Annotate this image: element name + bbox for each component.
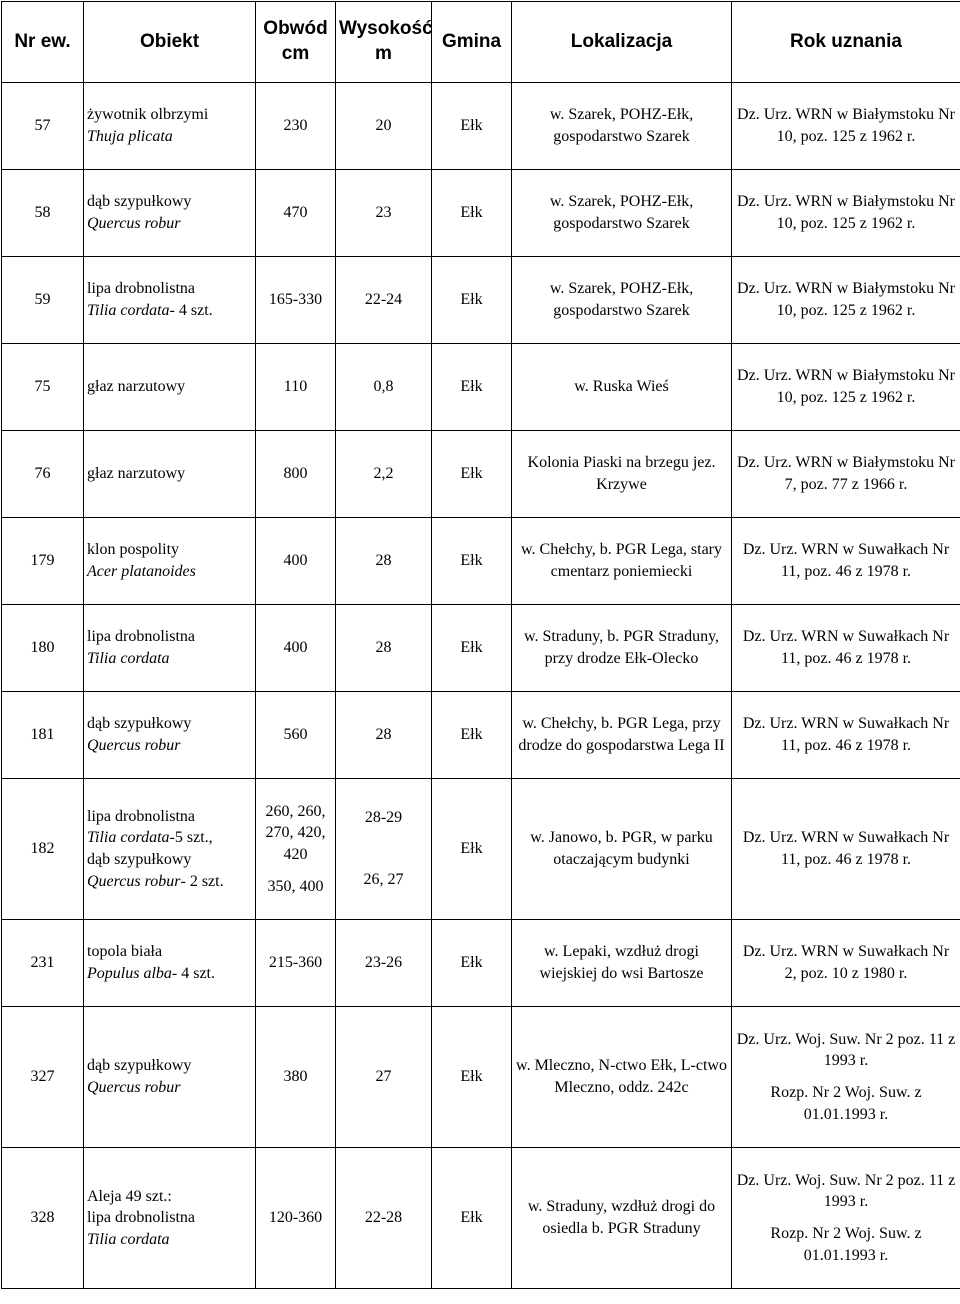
cell-obwod: 400 bbox=[256, 518, 336, 605]
cell-gmina: Ełk bbox=[432, 170, 512, 257]
cell-obiekt: głaz narzutowy bbox=[84, 431, 256, 518]
cell-obwod: 230 bbox=[256, 83, 336, 170]
cell-lokalizacja: w. Ruska Wieś bbox=[512, 344, 732, 431]
cell-obiekt: lipa drobnolistna Tilia cordata bbox=[84, 605, 256, 692]
cell-obwod: 260, 260, 270, 420, 420 350, 400 bbox=[256, 779, 336, 920]
cell-nr: 327 bbox=[2, 1007, 84, 1148]
cell-wysokosc: 0,8 bbox=[336, 344, 432, 431]
cell-rok: Dz. Urz. WRN w Suwałkach Nr 11, poz. 46 z 1978 r. bbox=[732, 779, 960, 920]
header-obwod: Obwód cm bbox=[256, 2, 336, 83]
cell-obiekt: lipa drobnolistna Tilia cordata-5 szt., dąb szypułkowy Quercus robur- 2 szt. bbox=[84, 779, 256, 920]
cell-obiekt: dąb szypułkowy Quercus robur bbox=[84, 170, 256, 257]
cell-rok: Dz. Urz. WRN w Suwałkach Nr 11, poz. 46 z 1978 r. bbox=[732, 692, 960, 779]
header-lokalizacja: Lokalizacja bbox=[512, 2, 732, 83]
cell-obiekt: lipa drobnolistna Tilia cordata- 4 szt. bbox=[84, 257, 256, 344]
monuments-table bbox=[1, 1, 960, 1289]
cell-wysokosc: 22-24 bbox=[336, 257, 432, 344]
cell-gmina: Ełk bbox=[432, 83, 512, 170]
cell-rok: Dz. Urz. WRN w Białymstoku Nr 10, poz. 125 z 1962 r. bbox=[732, 257, 960, 344]
cell-obwod: 560 bbox=[256, 692, 336, 779]
cell-gmina: Ełk bbox=[432, 431, 512, 518]
cell-gmina: Ełk bbox=[432, 1007, 512, 1148]
cell-lokalizacja: w. Szarek, POHZ-Ełk, gospodarstwo Szarek bbox=[512, 83, 732, 170]
cell-obwod: 215-360 bbox=[256, 920, 336, 1007]
header-row bbox=[2, 2, 960, 83]
cell-obwod: 120-360 bbox=[256, 1148, 336, 1289]
cell-wysokosc: 28 bbox=[336, 518, 432, 605]
cell-nr: 57 bbox=[2, 83, 84, 170]
cell-rok: Dz. Urz. WRN w Suwałkach Nr 11, poz. 46 z 1978 r. bbox=[732, 518, 960, 605]
cell-obwod: 470 bbox=[256, 170, 336, 257]
cell-obiekt: głaz narzutowy bbox=[84, 344, 256, 431]
table-row bbox=[2, 692, 960, 779]
cell-lokalizacja: w. Straduny, wzdłuż drogi do osiedla b. PGR Straduny bbox=[512, 1148, 732, 1289]
table-row bbox=[2, 605, 960, 692]
cell-gmina: Ełk bbox=[432, 779, 512, 920]
cell-lokalizacja: w. Chełchy, b. PGR Lega, przy drodze do gospodarstwa Lega II bbox=[512, 692, 732, 779]
table-row bbox=[2, 779, 960, 920]
cell-rok: Dz. Urz. Woj. Suw. Nr 2 poz. 11 z 1993 r. Rozp. Nr 2 Woj. Suw. z 01.01.1993 r. bbox=[732, 1148, 960, 1289]
table-row bbox=[2, 257, 960, 344]
header-nr: Nr ew. bbox=[2, 2, 84, 83]
table-row bbox=[2, 83, 960, 170]
cell-obwod: 110 bbox=[256, 344, 336, 431]
cell-wysokosc: 20 bbox=[336, 83, 432, 170]
cell-wysokosc: 23 bbox=[336, 170, 432, 257]
table-row bbox=[2, 170, 960, 257]
cell-lokalizacja: w. Janowo, b. PGR, w parku otaczającym budynki bbox=[512, 779, 732, 920]
cell-lokalizacja: w. Lepaki, wzdłuż drogi wiejskiej do wsi Bartosze bbox=[512, 920, 732, 1007]
cell-wysokosc: 22-28 bbox=[336, 1148, 432, 1289]
cell-gmina: Ełk bbox=[432, 920, 512, 1007]
header-gmina: Gmina bbox=[432, 2, 512, 83]
cell-obiekt: dąb szypułkowy Quercus robur bbox=[84, 1007, 256, 1148]
cell-lokalizacja: w. Szarek, POHZ-Ełk, gospodarstwo Szarek bbox=[512, 170, 732, 257]
cell-nr: 179 bbox=[2, 518, 84, 605]
cell-lokalizacja: w. Mleczno, N-ctwo Ełk, L-ctwo Mleczno, oddz. 242c bbox=[512, 1007, 732, 1148]
cell-nr: 58 bbox=[2, 170, 84, 257]
cell-rok: Dz. Urz. WRN w Suwałkach Nr 11, poz. 46 z 1978 r. bbox=[732, 605, 960, 692]
cell-obiekt: klon pospolity Acer platanoides bbox=[84, 518, 256, 605]
cell-gmina: Ełk bbox=[432, 692, 512, 779]
cell-obwod: 165-330 bbox=[256, 257, 336, 344]
cell-lokalizacja: w. Chełchy, b. PGR Lega, stary cmentarz poniemiecki bbox=[512, 518, 732, 605]
cell-lokalizacja: Kolonia Piaski na brzegu jez. Krzywe bbox=[512, 431, 732, 518]
cell-gmina: Ełk bbox=[432, 518, 512, 605]
cell-wysokosc: 28 bbox=[336, 692, 432, 779]
cell-lokalizacja: w. Straduny, b. PGR Straduny, przy drodze Ełk-Olecko bbox=[512, 605, 732, 692]
cell-rok: Dz. Urz. Woj. Suw. Nr 2 poz. 11 z 1993 r. Rozp. Nr 2 Woj. Suw. z 01.01.1993 r. bbox=[732, 1007, 960, 1148]
cell-wysokosc: 28-29 26, 27 bbox=[336, 779, 432, 920]
cell-obwod: 400 bbox=[256, 605, 336, 692]
header-obiekt: Obiekt bbox=[84, 2, 256, 83]
cell-wysokosc: 28 bbox=[336, 605, 432, 692]
cell-obiekt: Aleja 49 szt.: lipa drobnolistna Tilia cordata bbox=[84, 1148, 256, 1289]
cell-gmina: Ełk bbox=[432, 257, 512, 344]
cell-nr: 181 bbox=[2, 692, 84, 779]
cell-nr: 59 bbox=[2, 257, 84, 344]
table-row bbox=[2, 344, 960, 431]
cell-obiekt: dąb szypułkowy Quercus robur bbox=[84, 692, 256, 779]
cell-wysokosc: 23-26 bbox=[336, 920, 432, 1007]
cell-rok: Dz. Urz. WRN w Suwałkach Nr 2, poz. 10 z 1980 r. bbox=[732, 920, 960, 1007]
cell-obiekt: topola biała Populus alba- 4 szt. bbox=[84, 920, 256, 1007]
table-row bbox=[2, 920, 960, 1007]
cell-nr: 182 bbox=[2, 779, 84, 920]
cell-nr: 328 bbox=[2, 1148, 84, 1289]
cell-rok: Dz. Urz. WRN w Białymstoku Nr 10, poz. 125 z 1962 r. bbox=[732, 344, 960, 431]
cell-gmina: Ełk bbox=[432, 605, 512, 692]
cell-nr: 76 bbox=[2, 431, 84, 518]
header-wysokosc: Wysokość m bbox=[336, 2, 432, 83]
cell-nr: 231 bbox=[2, 920, 84, 1007]
cell-gmina: Ełk bbox=[432, 344, 512, 431]
cell-nr: 180 bbox=[2, 605, 84, 692]
header-rok: Rok uznania bbox=[732, 2, 960, 83]
cell-rok: Dz. Urz. WRN w Białymstoku Nr 10, poz. 125 z 1962 r. bbox=[732, 83, 960, 170]
cell-wysokosc: 27 bbox=[336, 1007, 432, 1148]
table-row bbox=[2, 431, 960, 518]
cell-wysokosc: 2,2 bbox=[336, 431, 432, 518]
cell-obwod: 380 bbox=[256, 1007, 336, 1148]
table-row bbox=[2, 518, 960, 605]
cell-obiekt: żywotnik olbrzymi Thuja plicata bbox=[84, 83, 256, 170]
cell-rok: Dz. Urz. WRN w Białymstoku Nr 7, poz. 77 z 1966 r. bbox=[732, 431, 960, 518]
table-row bbox=[2, 1007, 960, 1148]
cell-nr: 75 bbox=[2, 344, 84, 431]
cell-gmina: Ełk bbox=[432, 1148, 512, 1289]
cell-rok: Dz. Urz. WRN w Białymstoku Nr 10, poz. 125 z 1962 r. bbox=[732, 170, 960, 257]
table-row bbox=[2, 1148, 960, 1289]
cell-obwod: 800 bbox=[256, 431, 336, 518]
cell-lokalizacja: w. Szarek, POHZ-Ełk, gospodarstwo Szarek bbox=[512, 257, 732, 344]
